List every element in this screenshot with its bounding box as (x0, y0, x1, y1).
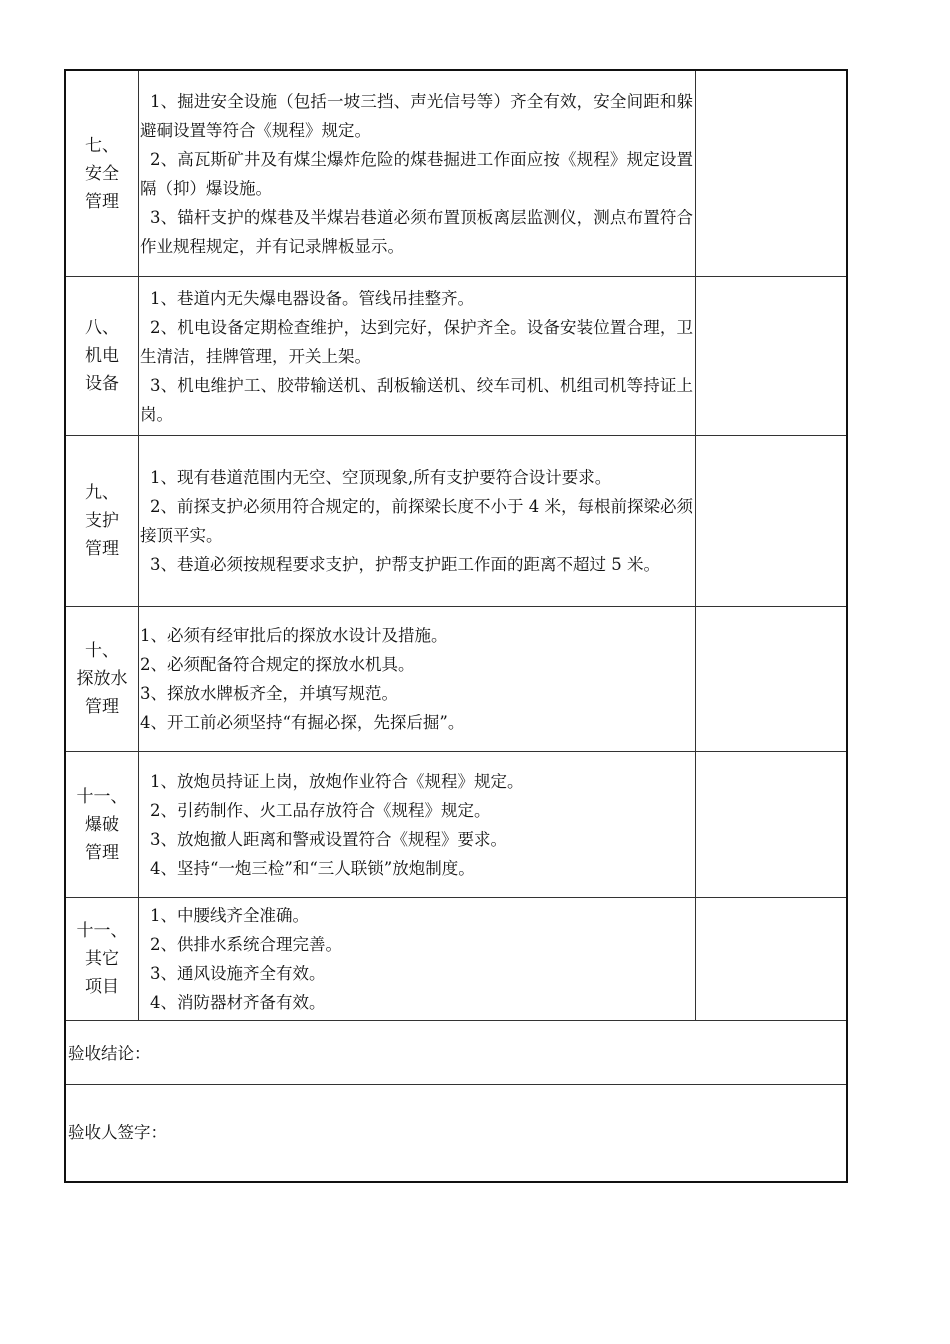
category-cell (66, 752, 139, 897)
requirement-item: 1、放炮员持证上岗，放炮作业符合《规程》规定。 (150, 771, 524, 791)
requirements-cell (139, 436, 696, 606)
category-title: 爆破 (85, 814, 119, 835)
requirement-item: 1、巷道内无失爆电器设备。管线吊挂整齐。 (150, 288, 474, 308)
requirement-item: 4、坚持“一炮三检”和“三人联锁”放炮制度。 (150, 858, 475, 878)
score-cell[interactable] (696, 752, 846, 897)
requirement-item: 3、机电维护工、胶带输送机、刮板输送机、绞车司机、机组司机等持证上岗。 (140, 375, 693, 424)
conclusion-row (66, 1021, 846, 1085)
requirements-cell (139, 71, 696, 276)
requirement-item: 3、巷道必须按规程要求支护，护帮支护距工作面的距离不超过 5 米。 (150, 555, 660, 574)
category-cell (66, 71, 139, 276)
category-title: 项目 (85, 977, 119, 997)
category-title: 管理 (85, 842, 119, 863)
requirement-item: 3、放炮撤人距离和警戒设置符合《规程》要求。 (150, 829, 507, 849)
requirement-item: 4、消防器材齐备有效。 (150, 993, 326, 1012)
conclusion-cell[interactable] (66, 1021, 846, 1084)
requirements-cell (139, 752, 696, 897)
requirement-item: 2、机电设备定期检查维护，达到完好，保护齐全。设备安装位置合理，卫生清洁，挂牌管理，开关上架。 (140, 317, 693, 366)
section-row-other (66, 898, 846, 1021)
requirement-item: 2、供排水系统合理完善。 (150, 935, 342, 954)
requirement-item: 4、开工前必须坚持“有掘必探，先探后掘”。 (140, 713, 465, 732)
section-row-water (66, 607, 846, 752)
signature-cell[interactable] (66, 1085, 846, 1181)
category-title: 管理 (85, 539, 119, 559)
requirement-item: 3、通风设施齐全有效。 (150, 964, 326, 983)
score-cell[interactable] (696, 898, 846, 1020)
section-row-safety (66, 71, 846, 277)
conclusion-label: 验收结论： (68, 1044, 151, 1063)
category-number: 八、 (85, 318, 119, 338)
category-title: 其它 (85, 949, 119, 969)
category-number: 十一、 (76, 786, 128, 807)
score-cell[interactable] (696, 607, 846, 751)
category-title: 机电 (85, 346, 119, 366)
category-title: 管理 (85, 697, 119, 717)
requirement-item: 1、掘进安全设施（包括一坡三挡、声光信号等）齐全有效，安全间距和躲避硐设置等符合《规程》规定。 (140, 91, 693, 140)
requirement-item: 2、引药制作、火工品存放符合《规程》规定。 (150, 800, 491, 820)
requirements-cell (139, 277, 696, 435)
requirement-item: 2、必须配备符合规定的探放水机具。 (140, 655, 415, 674)
category-number: 七、 (85, 135, 119, 156)
category-title: 探放水 (76, 669, 128, 689)
category-cell (66, 898, 139, 1020)
requirement-item: 1、现有巷道范围内无空、空顶现象,所有支护要符合设计要求。 (150, 468, 612, 487)
category-title: 设备 (85, 374, 119, 394)
requirements-cell (139, 898, 696, 1020)
signature-label: 验收人签字： (68, 1123, 167, 1142)
signature-row (66, 1085, 846, 1181)
category-number: 十一、 (76, 921, 128, 941)
requirement-item: 1、必须有经审批后的探放水设计及措施。 (140, 626, 448, 645)
requirement-item: 2、高瓦斯矿井及有煤尘爆炸危险的煤巷掘进工作面应按《规程》规定设置隔（抑）爆设施。 (140, 149, 693, 198)
category-cell (66, 607, 139, 751)
category-number: 九、 (85, 483, 119, 503)
requirements-cell (139, 607, 696, 751)
category-title: 支护 (85, 511, 119, 531)
category-cell (66, 277, 139, 435)
section-row-blasting (66, 752, 846, 898)
inspection-table (64, 69, 848, 1183)
category-title: 管理 (85, 191, 119, 212)
requirement-item: 1、中腰线齐全准确。 (150, 906, 309, 925)
category-title: 安全 (85, 163, 119, 184)
category-cell (66, 436, 139, 606)
score-cell[interactable] (696, 277, 846, 435)
category-number: 十、 (85, 641, 119, 661)
score-cell[interactable] (696, 436, 846, 606)
score-cell[interactable] (696, 71, 846, 276)
requirement-item: 2、前探支护必须用符合规定的，前探梁长度不小于 4 米，每根前探梁必须接顶平实。 (140, 497, 693, 545)
requirement-item: 3、锚杆支护的煤巷及半煤岩巷道必须布置顶板离层监测仪，测点布置符合作业规程规定，并有记录牌板显示。 (140, 207, 693, 256)
section-row-support (66, 436, 846, 607)
requirement-item: 3、探放水牌板齐全，并填写规范。 (140, 684, 398, 703)
section-row-electromech (66, 277, 846, 436)
